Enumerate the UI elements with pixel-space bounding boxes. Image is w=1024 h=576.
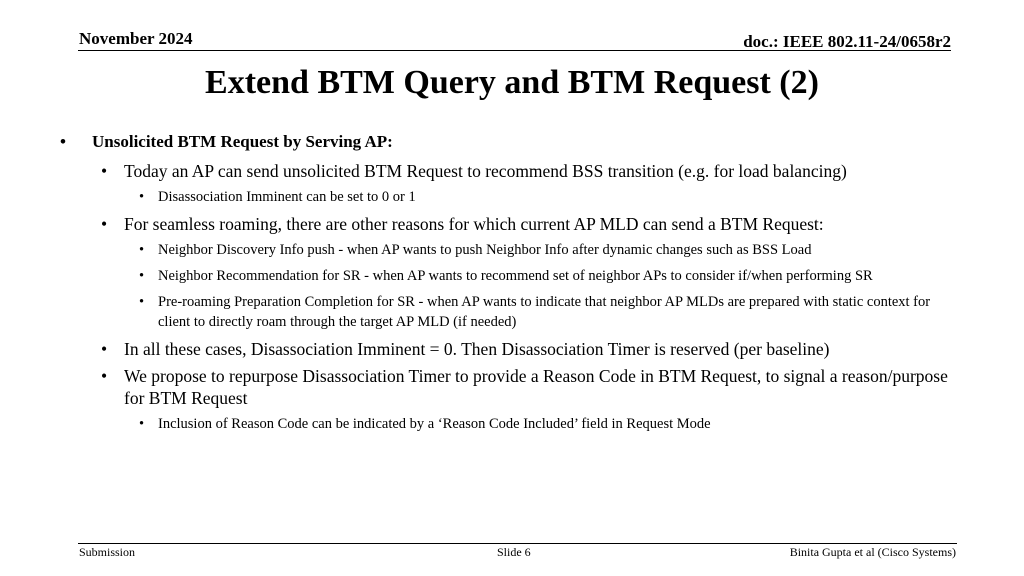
- footer-slide-number: Slide 6: [497, 545, 531, 559]
- bullet-level2: [60, 338, 950, 360]
- bullet-text: Disassociation Imminent can be set to 0 or 1: [158, 189, 416, 205]
- header-doc-id: doc.: IEEE 802.11-24/0658r2: [743, 32, 951, 51]
- header-date: November 2024: [79, 29, 193, 48]
- bullet-text: For seamless roaming, there are other reasons for which current AP MLD can send a BTM Request:: [124, 214, 824, 234]
- bullet-level3: [60, 292, 950, 332]
- bullet-level1: [60, 131, 950, 153]
- bullet-level2: [60, 365, 950, 409]
- bullet-level3: [60, 414, 950, 434]
- bullet-level3: [60, 187, 950, 207]
- bullet-text: Neighbor Recommendation for SR - when AP wants to recommend set of neighbor APs to consider if/when performing SR: [158, 268, 873, 284]
- bullet-text: We propose to repurpose Disassociation Timer to provide a Reason Code in BTM Request, to signal a reason/purpose for BTM Request: [124, 366, 948, 408]
- slide-body: [60, 131, 950, 440]
- header-divider: [78, 50, 951, 51]
- bullet-dot-icon: •: [139, 294, 145, 310]
- bullet-level3: [60, 266, 950, 286]
- bullet-text: Unsolicited BTM Request by Serving AP:: [92, 132, 393, 151]
- bullet-dot-icon: •: [101, 161, 108, 181]
- bullet-level3: [60, 240, 950, 260]
- bullet-level2: [60, 213, 950, 235]
- footer-authors: Binita Gupta et al (Cisco Systems): [789, 545, 956, 559]
- bullet-dot-icon: •: [101, 366, 108, 386]
- bullet-dot-icon: •: [101, 339, 108, 359]
- bullet-text: Inclusion of Reason Code can be indicated by a ‘Reason Code Included’ field in Request Mode: [158, 416, 711, 432]
- footer-submission: Submission: [79, 545, 136, 559]
- footer-divider: [78, 543, 957, 544]
- bullet-dot-icon: •: [101, 214, 108, 234]
- bullet-dot-icon: •: [139, 242, 145, 258]
- bullet-dot-icon: •: [139, 416, 145, 432]
- bullet-text: Neighbor Discovery Info push - when AP wants to push Neighbor Info after dynamic changes such as BSS Load: [158, 242, 812, 258]
- bullet-level2: [60, 160, 950, 182]
- bullet-dot-icon: •: [60, 132, 66, 151]
- bullet-text: In all these cases, Disassociation Imminent = 0. Then Disassociation Timer is reserved (per baseline): [124, 339, 830, 359]
- slide-title: Extend BTM Query and BTM Request (2): [205, 64, 819, 101]
- bullet-text: Today an AP can send unsolicited BTM Request to recommend BSS transition (e.g. for load balancing): [124, 161, 847, 181]
- bullet-dot-icon: •: [139, 189, 145, 205]
- bullet-dot-icon: •: [139, 268, 145, 284]
- bullet-text: Pre-roaming Preparation Completion for SR - when AP wants to indicate that neighbor AP MLDs are prepared with static context for client to directly roam through the target AP MLD (if needed): [158, 294, 931, 330]
